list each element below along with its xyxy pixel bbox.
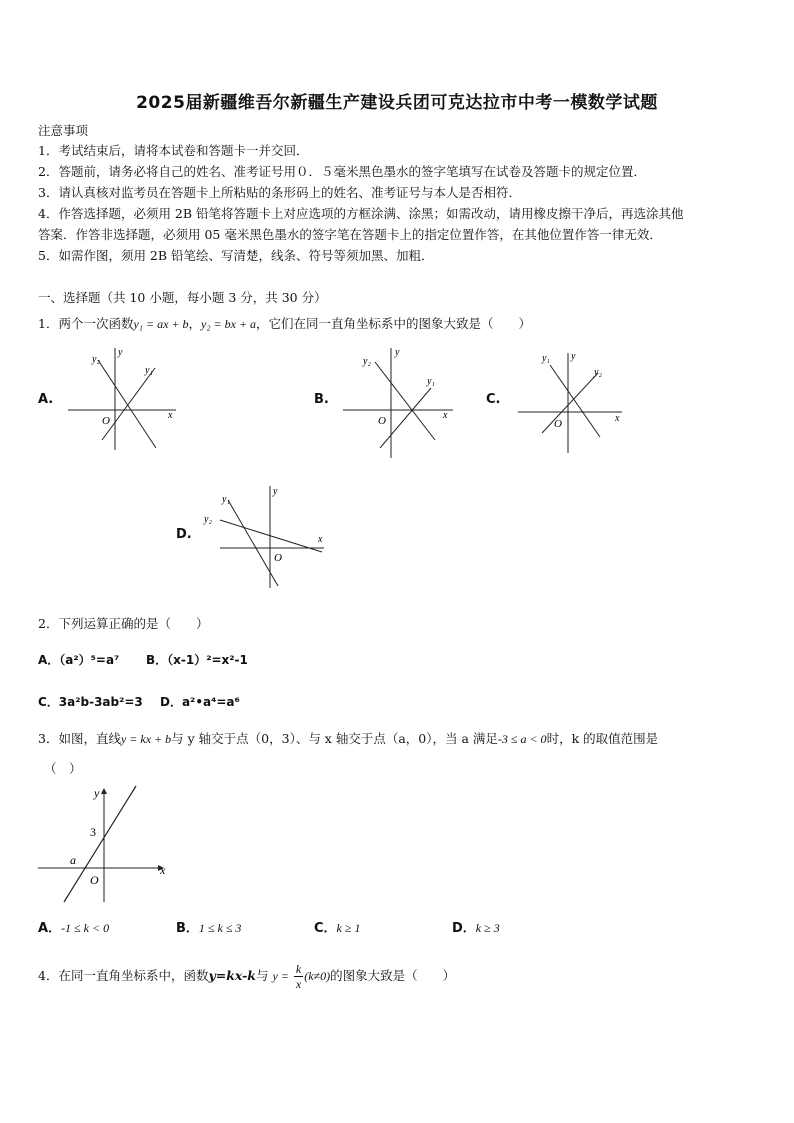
y-axis-label: y <box>395 347 400 358</box>
x-axis-label: x <box>160 863 166 877</box>
question-3-blank: （ ） <box>44 761 82 776</box>
origin-label: O <box>102 415 110 427</box>
x-intercept-label: a <box>70 853 76 867</box>
question-3-stem: 3．如图，直线y = kx + b与 y 轴交于点（0，3）、与 x 轴交于点（a，0），当 a 满足-3 ≤ a < 0时，k 的取值范围是 <box>38 731 659 746</box>
x-axis-label: x <box>615 413 620 424</box>
note-item: 4．作答选择题，必须用 2B 铅笔将答题卡上对应选项的方框涂满、涂黑；如需改动，请用橡皮擦干净后，再选涂其他 <box>38 206 684 221</box>
origin-label: O <box>274 552 282 564</box>
x-axis-label: x <box>168 410 173 421</box>
y2-label: y₂ <box>92 354 100 365</box>
question-2-stem: 2．下列运算正确的是（ ） <box>38 616 209 631</box>
origin-label: O <box>554 418 562 430</box>
y2-label: y₂ <box>363 356 371 367</box>
q3-graph <box>32 780 177 908</box>
page-title: 2025届新疆维吾尔新疆生产建设兵团可克达拉市中考一模数学试题 <box>136 93 658 113</box>
q3-option-c[interactable]: C．k ≥ 1 <box>314 921 361 936</box>
question-1-stem: 1．两个一次函数y₁ = ax + b，y₂ = bx + a，它们在同一直角坐标系中的图象大致是（ ） <box>38 316 532 331</box>
q3-option-d[interactable]: D．k ≥ 3 <box>452 921 500 936</box>
q2-option-b[interactable]: B．（x-1）²=x²-1 <box>146 653 248 667</box>
y1-label: y₁ <box>145 365 153 376</box>
x-axis-label: x <box>318 534 323 545</box>
y-axis-label: y <box>273 486 278 497</box>
y-axis-label: y <box>94 786 100 800</box>
fraction-k-over-x: $\frac{k}{x}$ <box>295 962 302 991</box>
y1-label: y₁ <box>222 494 230 505</box>
q3-option-a[interactable]: A．-1 ≤ k < 0 <box>38 921 110 936</box>
question-4-stem: 4．在同一直角坐标系中，函数y=kx-k与 y = $\frac{k}{x}$ (k≠0)的图象大致是（ ） <box>38 962 456 991</box>
y-intercept-label: 3 <box>90 825 96 839</box>
q1-option-c-label[interactable]: C. <box>486 392 501 407</box>
q1-option-d-label[interactable]: D. <box>176 527 192 542</box>
origin-label: O <box>90 873 99 887</box>
y2-label: y₂ <box>594 367 602 378</box>
notes-heading: 注意事项 <box>38 123 89 138</box>
origin-label: O <box>378 415 386 427</box>
q3-option-b[interactable]: B．1 ≤ k ≤ 3 <box>176 921 242 936</box>
q1-option-a-label[interactable]: A. <box>38 392 54 407</box>
q2-option-c[interactable]: C．3a²b-3ab²=3 <box>38 695 143 709</box>
y-axis-label: y <box>571 351 576 362</box>
q1-graph-a <box>60 340 190 455</box>
x-axis-label: x <box>443 410 448 421</box>
q2-option-d[interactable]: D．a²•a⁴=a⁶ <box>160 695 240 709</box>
y-axis-label: y <box>118 347 123 358</box>
q1-option-b-label[interactable]: B. <box>314 392 329 407</box>
note-item: 2．答题前，请务必将自己的姓名、准考证号用０．５毫米黑色墨水的签字笔填写在试卷及答题卡的规定位置． <box>38 164 646 179</box>
y1-label: y₁ <box>427 376 435 387</box>
section-heading: 一、选择题（共 10 小题，每小题 3 分，共 30 分） <box>38 290 327 305</box>
note-item: 答案．作答非选择题，必须用 05 毫米黑色墨水的签字笔在答题卡上的指定位置作答，在其他位置作答一律无效． <box>38 227 662 242</box>
note-item: 1．考试结束后，请将本试卷和答题卡一并交回． <box>38 143 309 158</box>
q1-graph-c <box>510 345 635 460</box>
y1-label: y₁ <box>542 353 550 364</box>
y2-label: y₂ <box>204 514 212 525</box>
q1-graph-d <box>198 482 333 592</box>
q2-option-a[interactable]: A．（a²）⁵=a⁷ <box>38 653 120 667</box>
note-item: 5．如需作图，须用 2B 铅笔绘、写清楚，线条、符号等须加黑、加粗． <box>38 248 434 263</box>
q1-graph-b <box>335 340 465 465</box>
note-item: 3．请认真核对监考员在答题卡上所粘贴的条形码上的姓名、准考证号与本人是否相符． <box>38 185 521 200</box>
